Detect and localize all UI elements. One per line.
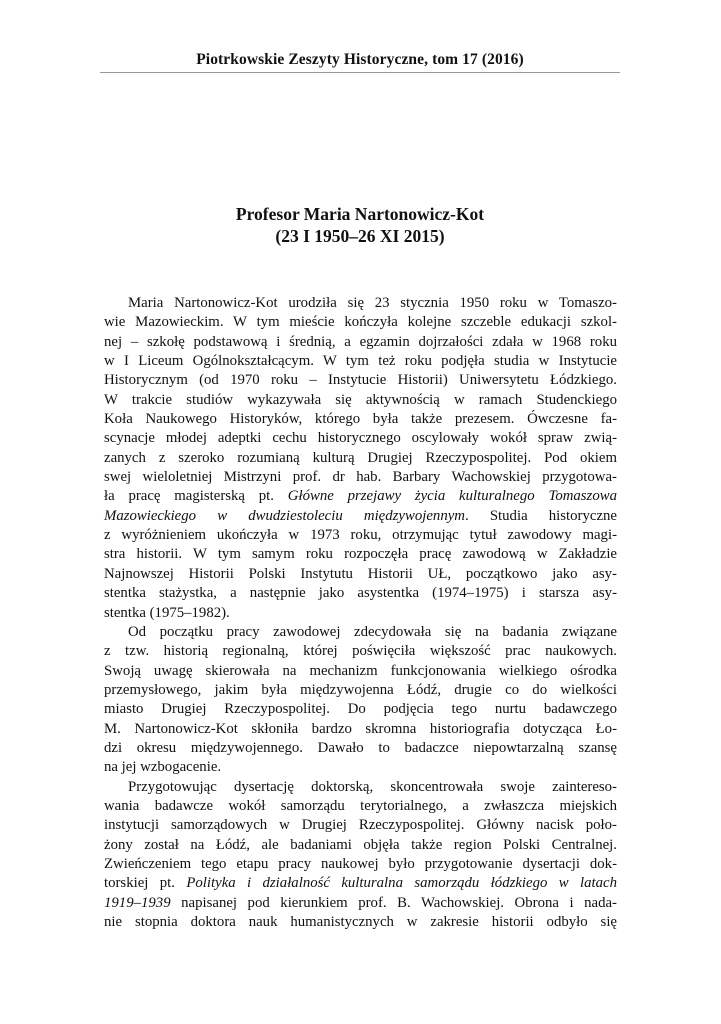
- text-line: z tzw. historią regionalną, której poświęciła większość prac naukowych.: [104, 643, 617, 660]
- text-line: stra historii. W tym samym roku rozpoczęła pracę zawodową w Zakładzie: [104, 546, 617, 563]
- text-line: instytucji samorządowych w Drugiej Rzeczypospolitej. Główny nacisk poło-: [104, 817, 617, 834]
- text-line: zanych z szeroko rozumianą kulturą Drugiej Rzeczypospolitej. Pod okiem: [104, 449, 617, 466]
- text-line: dzi okresu międzywojennego. Dawało to badaczce niepowtarzalną szansę: [104, 739, 617, 756]
- text-line: Od początku pracy zawodowej zdecydowała się na badania związane: [128, 623, 617, 640]
- text-line: miasto Drugiej Rzeczypospolitej. Do podjęcia tego nurtu badawczego: [104, 701, 617, 718]
- text-line: M. Nartonowicz-Kot skłoniła bardzo skromna historiografia dotycząca Ło-: [104, 720, 617, 737]
- text-line: Swoją uwagę skierowała na mechanizm funkcjonowania wielkiego ośrodka: [104, 662, 617, 679]
- text-run: . Studia historyczne: [464, 507, 617, 524]
- article-body: [104, 294, 617, 932]
- text-line: nie stopnia doktora nauk humanistycznych w zakresie historii odbyło się: [104, 914, 617, 930]
- text-line: Koła Naukowego Historyków, którego była także prezesem. Ówczesne fa-: [104, 411, 617, 428]
- running-header: Piotrkowskie Zeszyty Historyczne, tom 17 (2016): [196, 51, 524, 68]
- text-line: na jej wzbogacenie.: [104, 759, 222, 776]
- text-line: [104, 874, 617, 893]
- text-run: ła pracę magisterską pt.: [104, 488, 288, 505]
- text-line: Maria Nartonowicz-Kot urodziła się 23 stycznia 1950 roku w Tomaszo-: [128, 295, 617, 311]
- paragraph-3: [104, 778, 617, 933]
- article-title: [100, 203, 620, 247]
- text-run: torskiej pt.: [104, 875, 187, 892]
- text-line: stentka (1975–1982).: [104, 604, 230, 621]
- text-line: scynacje młodej adeptki cechu historycznego oscylowały wokół spraw zwią-: [104, 430, 617, 447]
- header-divider: [100, 72, 620, 73]
- thesis-title-italic: Mazowieckiego w dwudziestoleciu międzywojennym: [104, 507, 465, 524]
- paragraph-2: [104, 623, 617, 778]
- title-dates: (23 I 1950–26 XI 2015): [275, 226, 445, 246]
- text-run: napisanej pod kierunkiem prof. B. Wachowskiej. Obrona i nada-: [170, 894, 617, 911]
- text-line: żony został na Łódź, ale badaniami objęła także region Polski Centralnej.: [104, 836, 617, 853]
- text-line: W trakcie studiów wykazywała się aktywnością w ramach Studenckiego: [104, 391, 617, 408]
- text-line: [104, 487, 617, 506]
- text-line: [104, 507, 617, 526]
- text-line: swej wieloletniej Mistrzyni prof. dr hab. Barbary Wachowskiej przygotowa-: [104, 469, 617, 486]
- text-line: przemysłowego, jakim była międzywojenna Łódź, drugie co do wielkości: [104, 681, 617, 698]
- paragraph-1: [104, 294, 617, 623]
- text-line: z wyróżnieniem ukończyła w 1973 roku, otrzymując tytuł zawodowy magi-: [104, 527, 617, 544]
- thesis-title-italic: Główne przejawy życia kulturalnego Tomaszowa: [287, 488, 617, 505]
- text-line: Przygotowując dysertację doktorską, skoncentrowała swoje zaintereso-: [128, 778, 617, 795]
- text-line: w I Liceum Ogólnokształcącym. W tym też roku podjęła studia w Instytucie: [104, 353, 617, 370]
- text-line: [104, 894, 617, 913]
- text-line: wie Mazowieckim. W tym mieście kończyła kolejne szczeble edukacji szkol-: [104, 314, 617, 331]
- text-line: nej – szkołę podstawową i średnią, a egzamin dojrzałości zdała w 1968 roku: [104, 333, 617, 350]
- text-line: Historycznym (od 1970 roku – Instytucie Historii) Uniwersytetu Łódzkiego.: [104, 372, 617, 389]
- text-line: Zwieńczeniem tego etapu pracy naukowej było przygotowanie dysertacji dok-: [104, 855, 617, 872]
- title-name: Profesor Maria Nartonowicz-Kot: [235, 204, 485, 224]
- text-line: Najnowszej Historii Polski Instytutu Historii UŁ, początkowo jako asy-: [104, 565, 617, 582]
- dissertation-title-italic: Polityka i działalność kulturalna samorządu łódzkiego w latach: [186, 875, 617, 892]
- text-line: wania badawcze wokół samorządu terytorialnego, a zwłaszcza miejskich: [104, 797, 617, 814]
- text-line: stentka stażystka, a następnie jako asystentka (1974–1975) i starsza asy-: [104, 585, 617, 602]
- dissertation-title-italic: 1919–1939: [104, 894, 171, 911]
